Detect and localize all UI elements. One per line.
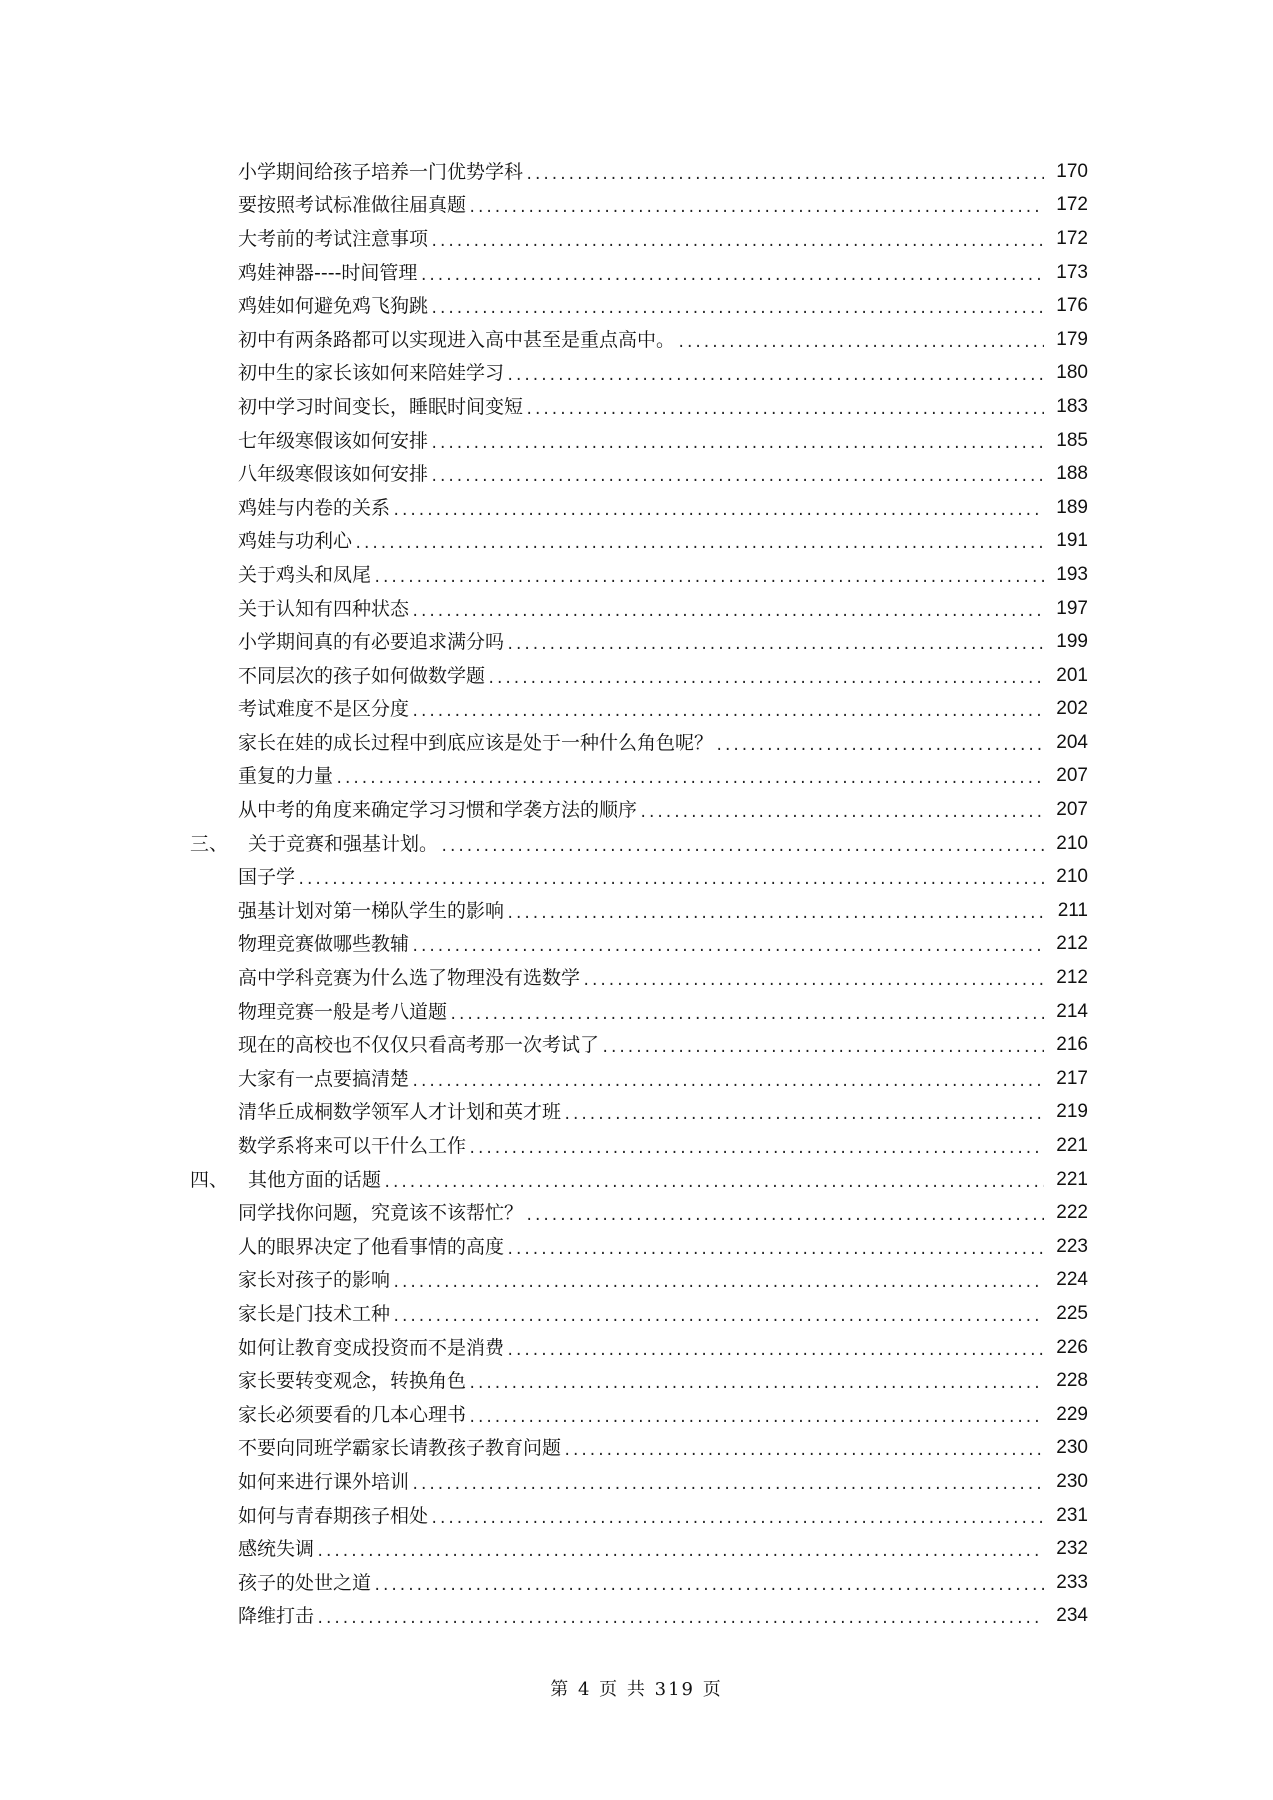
toc-entry[interactable] [0,1331,1273,1365]
toc-entry-title: 关于竞赛和强基计划。 [248,832,439,855]
dot-leader [468,1403,1044,1427]
toc-entry-title: 初中生的家长该如何来陪娃学习 [238,362,505,385]
toc-entry[interactable] [0,1264,1273,1298]
toc-entry-title: 鸡娃与内卷的关系 [238,496,391,519]
toc-entry[interactable] [0,592,1273,626]
dot-leader [411,597,1044,621]
toc-entry-title: 关于认知有四种状态 [238,597,410,620]
dot-leader [468,193,1044,217]
toc-entry[interactable] [0,491,1273,525]
toc-entry-title: 初中有两条路都可以实现进入高中甚至是重点高中。 [238,328,676,351]
toc-entry-title: 要按照考试标准做往届真题 [238,194,467,217]
toc-entry[interactable] [0,1297,1273,1331]
toc-entry-title: 家长是门技术工种 [238,1302,391,1325]
toc-page-number: 212 [1056,933,1088,955]
toc-entry-title: 现在的高校也不仅仅只看高考那一次考试了 [238,1034,600,1057]
toc-page-number: 230 [1056,1470,1088,1492]
dot-leader [506,630,1044,654]
toc-entry-title: 强基计划对第一梯队学生的影响 [238,899,505,922]
toc-page-number: 216 [1056,1034,1088,1056]
toc-entry-title: 鸡娃与功利心 [238,530,353,553]
toc-page-number: 224 [1056,1269,1088,1291]
toc-entry[interactable] [0,1196,1273,1230]
toc-entry[interactable] [0,625,1273,659]
page-footer: 第 4 页 共 319 页 [550,1679,723,1700]
toc-page-number: 173 [1056,261,1088,283]
toc-page-number: 172 [1056,194,1088,216]
toc-entry[interactable] [0,155,1273,189]
toc-entry[interactable] [0,1499,1273,1533]
toc-page-number: 201 [1056,664,1088,686]
toc-entry-title: 家长必须要看的几本心理书 [238,1403,467,1426]
dot-leader [316,1604,1044,1628]
toc-entry-title: 大家有一点要搞清楚 [238,1067,410,1090]
toc-page-number: 234 [1056,1605,1088,1627]
toc-entry[interactable] [0,1364,1273,1398]
dot-leader [601,1033,1044,1057]
toc-entry[interactable] [0,1465,1273,1499]
toc-entry[interactable] [0,424,1273,458]
toc-page-number: 204 [1056,731,1088,753]
toc-section-heading[interactable] [0,1163,1273,1197]
toc-entry-title: 家长要转变观念，转换角色 [238,1370,467,1393]
dot-leader [468,1369,1044,1393]
toc-entry[interactable] [0,1398,1273,1432]
toc-entry[interactable] [0,726,1273,760]
toc-entry[interactable] [0,793,1273,827]
toc-entry-title: 家长对孩子的影响 [238,1269,391,1292]
dot-leader [677,328,1044,352]
toc-page-number: 191 [1056,530,1088,552]
toc-page-number: 199 [1056,631,1088,653]
dot-leader [563,1100,1044,1124]
toc-page-number: 211 [1057,899,1088,921]
toc-entry[interactable] [0,995,1273,1029]
dot-leader [411,697,1044,721]
toc-entry-title: 国子学 [238,866,296,889]
toc-page-number: 180 [1056,362,1088,384]
toc-page-number: 188 [1056,463,1088,485]
toc-page-number: 212 [1056,967,1088,989]
toc-page-number: 232 [1056,1538,1088,1560]
toc-page-number: 207 [1056,799,1088,821]
toc-page-number: 179 [1056,328,1088,350]
toc-entry-title: 鸡娃神器----时间管理 [238,261,418,284]
toc-entry-title: 高中学科竞赛为什么选了物理没有选数学 [238,967,581,990]
dot-leader [430,227,1044,251]
toc-page-number: 193 [1056,563,1088,585]
toc-entry-title: 如何让教育变成投资而不是消费 [238,1336,505,1359]
table-of-contents [0,155,1273,1633]
toc-entry-title: 孩子的处世之道 [238,1571,372,1594]
toc-entry-title: 清华丘成桐数学领军人才计划和英才班 [238,1101,562,1124]
toc-entry[interactable] [0,1432,1273,1466]
toc-page-number: 217 [1056,1067,1088,1089]
toc-page-number: 228 [1056,1370,1088,1392]
dot-leader [419,261,1044,285]
toc-entry[interactable] [0,928,1273,962]
toc-entry-title: 初中学习时间变长，睡眠时间变短 [238,395,524,418]
toc-entry[interactable] [0,961,1273,995]
toc-entry-title: 人的眼界决定了他看事情的高度 [238,1235,505,1258]
toc-page-number: 214 [1056,1000,1088,1022]
toc-entry-title: 考试难度不是区分度 [238,698,410,721]
toc-page-number: 233 [1056,1571,1088,1593]
toc-section-number: 三、 [190,832,229,855]
toc-entry-title: 小学期间真的有必要追求满分吗 [238,631,505,654]
toc-page-number: 229 [1056,1403,1088,1425]
dot-leader [525,160,1044,184]
dot-leader [525,1201,1044,1225]
toc-entry[interactable] [0,390,1273,424]
toc-page-number: 185 [1056,429,1088,451]
dot-leader [411,1067,1044,1091]
toc-section-number: 四、 [190,1168,229,1191]
toc-entry-title: 物理竞赛一般是考八道题 [238,1000,448,1023]
dot-leader [639,798,1044,822]
toc-page-number: 230 [1056,1437,1088,1459]
toc-page-number: 189 [1056,496,1088,518]
toc-entry[interactable] [0,222,1273,256]
toc-entry-title: 小学期间给孩子培养一门优势学科 [238,160,524,183]
dot-leader [411,932,1044,956]
toc-entry-title: 大考前的考试注意事项 [238,227,429,250]
toc-entry-title: 八年级寒假该如何安排 [238,463,429,486]
dot-leader [316,1537,1044,1561]
dot-leader [392,496,1044,520]
dot-leader [354,529,1044,553]
toc-page-number: 225 [1056,1302,1088,1324]
dot-leader [430,462,1044,486]
dot-leader [392,1268,1044,1292]
toc-entry[interactable] [0,760,1273,794]
toc-entry[interactable] [0,323,1273,357]
toc-entry[interactable] [0,457,1273,491]
dot-leader [506,899,1044,923]
toc-entry-title: 关于鸡头和凤尾 [238,563,372,586]
toc-page-number: 231 [1056,1504,1088,1526]
toc-entry[interactable] [0,1566,1273,1600]
toc-entry[interactable] [0,1600,1273,1634]
dot-leader [430,429,1044,453]
toc-page-number: 172 [1056,227,1088,249]
dot-leader [582,966,1044,990]
dot-leader [506,1336,1044,1360]
dot-leader [383,1168,1044,1192]
dot-leader [487,664,1044,688]
toc-entry-title: 重复的力量 [238,765,334,788]
toc-entry-title: 物理竞赛做哪些教辅 [238,933,410,956]
toc-entry-title: 家长在娃的成长过程中到底应该是处于一种什么角色呢？ [238,731,714,754]
dot-leader [440,832,1044,856]
toc-entry[interactable] [0,357,1273,391]
toc-entry[interactable] [0,1062,1273,1096]
toc-page-number: 207 [1056,765,1088,787]
toc-page-number: 222 [1056,1202,1088,1224]
dot-leader [430,294,1044,318]
toc-entry-title: 如何来进行课外培训 [238,1470,410,1493]
toc-entry[interactable] [0,1096,1273,1130]
toc-entry-title: 鸡娃如何避免鸡飞狗跳 [238,295,429,318]
toc-entry[interactable] [0,525,1273,559]
toc-page-number: 176 [1056,295,1088,317]
toc-entry[interactable] [0,860,1273,894]
toc-entry[interactable] [0,289,1273,323]
toc-entry-title: 感统失调 [238,1538,315,1561]
toc-entry[interactable] [0,693,1273,727]
toc-section-heading[interactable] [0,827,1273,861]
toc-entry-title: 同学找你问题，究竟该不该帮忙？ [238,1202,524,1225]
toc-entry[interactable] [0,558,1273,592]
dot-leader [373,563,1044,587]
toc-entry-title: 其他方面的话题 [248,1168,382,1191]
dot-leader [449,1000,1044,1024]
toc-entry-title: 不同层次的孩子如何做数学题 [238,664,486,687]
toc-entry[interactable] [0,659,1273,693]
toc-entry[interactable] [0,894,1273,928]
dot-leader [506,1235,1044,1259]
toc-entry-title: 不要向同班学霸家长请教孩子教育问题 [238,1437,562,1460]
toc-page-number: 221 [1056,1168,1088,1190]
toc-page-number: 210 [1056,832,1088,854]
toc-entry-title: 数学系将来可以干什么工作 [238,1135,467,1158]
dot-leader [373,1571,1044,1595]
toc-page-number: 223 [1056,1235,1088,1257]
toc-entry-title: 从中考的角度来确定学习习惯和学袭方法的顺序 [238,799,638,822]
toc-entry[interactable] [0,1028,1273,1062]
dot-leader [506,361,1044,385]
toc-page-number: 197 [1056,597,1088,619]
dot-leader [715,731,1044,755]
toc-entry-title: 降维打击 [238,1605,315,1628]
toc-page-number: 219 [1056,1101,1088,1123]
dot-leader [335,764,1044,788]
toc-entry[interactable] [0,256,1273,290]
dot-leader [392,1302,1044,1326]
toc-entry[interactable] [0,189,1273,223]
dot-leader [468,1134,1044,1158]
toc-page-number: 210 [1056,866,1088,888]
toc-page-number: 183 [1056,395,1088,417]
dot-leader [563,1436,1044,1460]
toc-entry[interactable] [0,1230,1273,1264]
dot-leader [430,1504,1044,1528]
toc-page-number: 170 [1056,160,1088,182]
dot-leader [525,395,1044,419]
toc-entry[interactable] [0,1129,1273,1163]
toc-page-number: 202 [1056,698,1088,720]
dot-leader [411,1470,1044,1494]
toc-entry[interactable] [0,1532,1273,1566]
dot-leader [297,865,1044,889]
toc-page-number: 226 [1056,1336,1088,1358]
toc-entry-title: 七年级寒假该如何安排 [238,429,429,452]
toc-page-number: 221 [1056,1135,1088,1157]
toc-entry-title: 如何与青春期孩子相处 [238,1504,429,1527]
